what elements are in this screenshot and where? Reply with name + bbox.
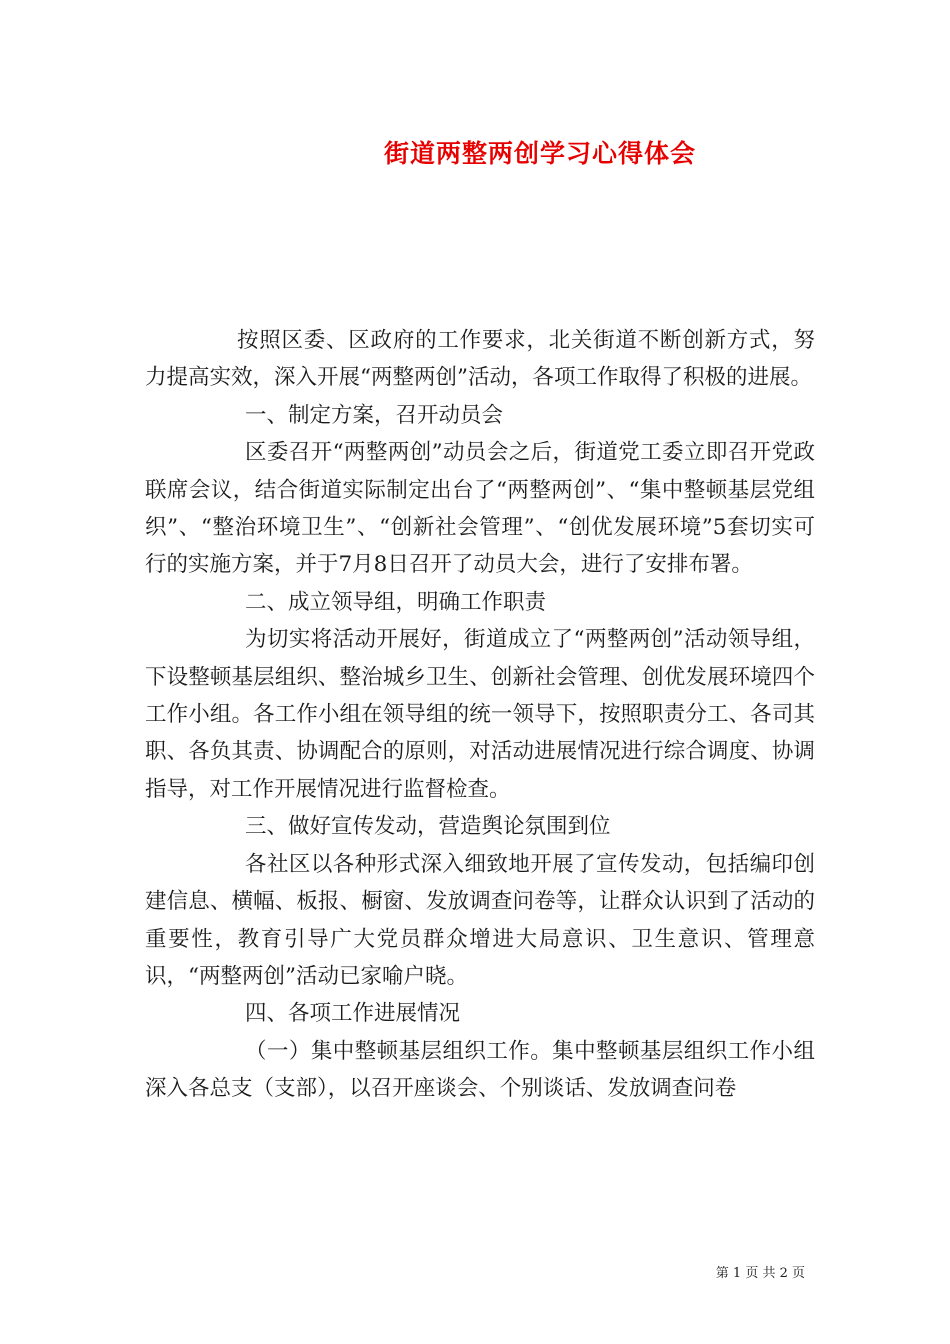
paragraph-section-3: 各社区以各种形式深入细致地开展了宣传发动，包括编印创建信息、横幅、板报、橱窗、发放调查问卷等，让群众认识到了活动的重要性，教育引导广大党员群众增进大局意识、卫生意识、管理意识，“两整两创”活动已家喻户晓。 (145, 851, 815, 989)
section-heading-4: 四、各项工作进展情况 (245, 1001, 461, 1027)
section-heading-2: 二、成立领导组，明确工作职责 (245, 589, 547, 615)
section-heading-3: 三、做好宣传发动，营造舆论氛围到位 (245, 814, 611, 840)
paragraph-section-2: 为切实将活动开展好，街道成立了“两整两创”活动领导组，下设整顿基层组织、整治城乡卫生、创新社会管理、创优发展环境四个工作小组。各工作小组在领导组的统一领导下，按照职责分工、各司其职、各负其责、协调配合的原则，对活动进展情况进行综合调度、协调指导，对工作开展情况进行监督检查。 (145, 627, 815, 802)
page-indicator: 第 1 页 共 2 页 (715, 1266, 805, 1281)
paragraph-intro: 按照区委、区政府的工作要求，北关街道不断创新方式，努力提高实效，深入开展“两整两创”活动，各项工作取得了积极的进展。 (145, 328, 815, 391)
section-heading-1: 一、制定方案，召开动员会 (245, 402, 504, 428)
document-body (145, 322, 815, 1108)
page-title: 街道两整两创学习心得体会 (383, 139, 696, 168)
paragraph-section-4: （一）集中整顿基层组织工作。集中整顿基层组织工作小组深入各总支（支部），以召开座谈会、个别谈话、发放调查问卷 (145, 1038, 815, 1102)
paragraph-section-1: 区委召开“两整两创”动员会之后，街道党工委立即召开党政联席会议，结合街道实际制定出台了“两整两创”、“集中整顿基层党组织”、“整治环境卫生”、“创新社会管理”、“创优发展环境”5套切实可行的实施方案，并于7月8日召开了动员大会，进行了安排布署。 (145, 440, 815, 578)
